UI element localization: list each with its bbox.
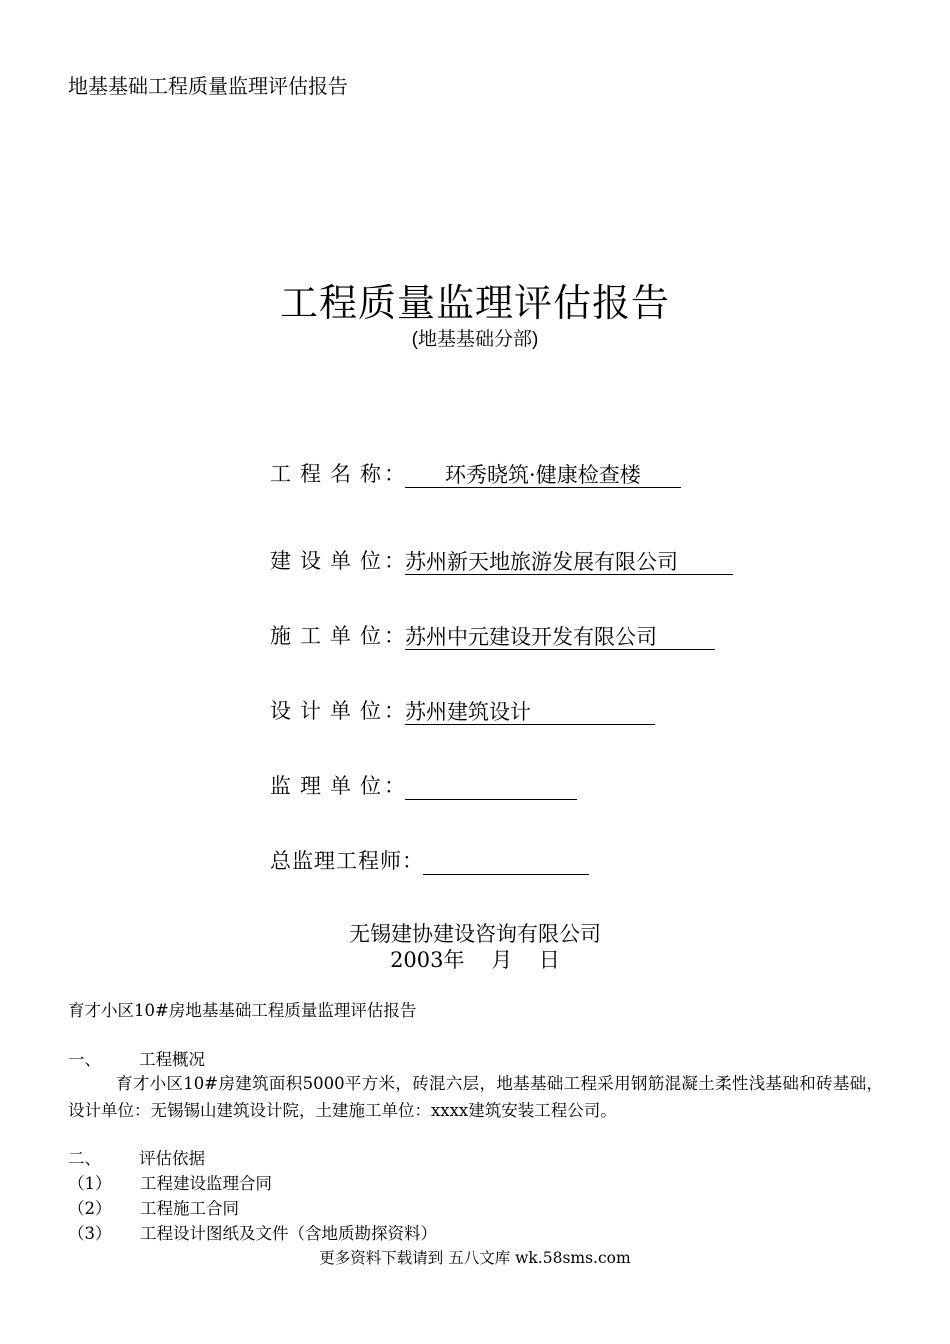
field-label: 设计单位 <box>270 699 390 723</box>
organization: 无锡建协建设咨询有限公司 <box>349 922 601 946</box>
item-text: 工程施工合同 <box>140 1199 239 1218</box>
report-date: 2003年 月 日 <box>390 948 560 972</box>
field-value <box>405 776 577 800</box>
item-number: （3） <box>68 1224 112 1243</box>
field-value: 苏州新天地旅游发展有限公司 <box>405 551 733 575</box>
report-title: 育才小区10#房地基基础工程质量监理评估报告 <box>68 1001 417 1020</box>
item-number: （1） <box>68 1174 112 1193</box>
field-label: 监理单位 <box>270 774 390 798</box>
header-title: 地基基础工程质量监理评估报告 <box>68 74 348 98</box>
section-number: 二、 <box>68 1149 101 1168</box>
section-1-paragraph: 育才小区10#房建筑面积5000平方米，砖混六层，地基基础工程采用钢筋混凝土柔性浅基础和砖基础，设计单位：无锡锡山建筑设计院，土建施工单位：xxxx建筑安装工程公司。 <box>68 1074 883 1120</box>
section-title: 工程概况 <box>139 1050 205 1069</box>
field-value <box>423 851 589 875</box>
field-value: 苏州中元建设开发有限公司 <box>405 626 715 650</box>
section-1-heading <box>68 1046 205 1070</box>
item-number: （2） <box>68 1199 112 1218</box>
list-item <box>68 1220 437 1244</box>
field-chief-engineer: 总监理工程师 ： <box>270 845 589 875</box>
field-value: 苏州建筑设计 <box>405 701 655 725</box>
list-item <box>68 1170 272 1194</box>
field-label: 总监理工程师 <box>270 849 402 873</box>
field-builder-unit: 施工单位 ： 苏州中元建设开发有限公司 <box>270 620 715 650</box>
field-label: 施工单位 <box>270 624 390 648</box>
cover-subtitle: (地基基础分部) <box>411 329 539 350</box>
field-value: 环秀晓筑·健康检查楼 <box>405 464 681 488</box>
cover-title: 工程质量监理评估报告 <box>279 281 670 325</box>
field-label: 建设单位 <box>270 549 390 573</box>
field-project-name: 工程名称 ： 环秀晓筑·健康检查楼 <box>270 458 681 488</box>
section-number: 一、 <box>68 1050 101 1069</box>
section-2-heading <box>68 1145 205 1169</box>
field-label: 工程名称 <box>270 462 390 486</box>
item-text: 工程设计图纸及文件（含地质勘探资料） <box>140 1224 437 1243</box>
footer-note: 更多资料下载请到 五八文库 wk.58sms.com <box>319 1249 631 1267</box>
field-construction-unit: 建设单位 ： 苏州新天地旅游发展有限公司 <box>270 545 733 575</box>
list-item <box>68 1195 239 1219</box>
item-text: 工程建设监理合同 <box>140 1174 272 1193</box>
section-title: 评估依据 <box>139 1149 205 1168</box>
field-supervision-unit: 监理单位 ： <box>270 770 577 800</box>
field-design-unit: 设计单位 ： 苏州建筑设计 <box>270 695 655 725</box>
